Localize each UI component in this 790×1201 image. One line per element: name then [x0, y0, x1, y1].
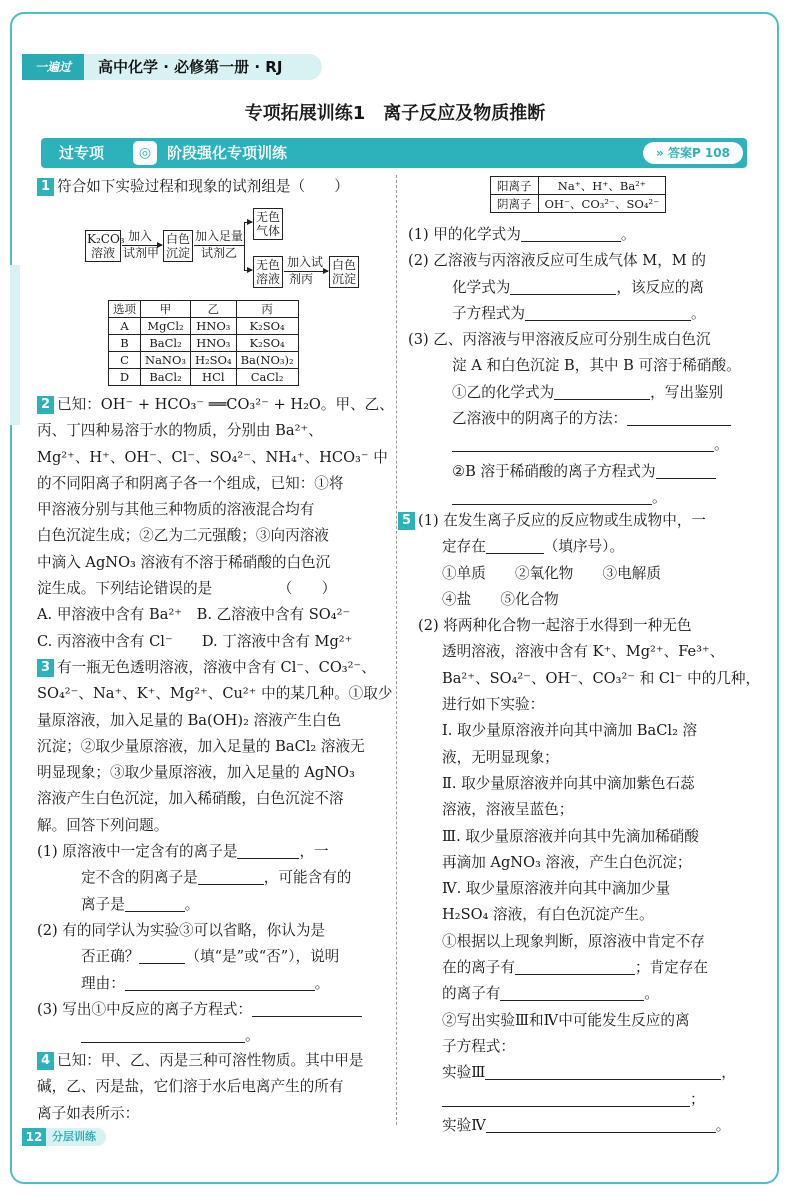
book-title: 高中化学 · 必修第一册 · RJ — [98, 58, 283, 76]
text-line: 再滴加 AgNO₃ 溶液，产生白色沉淀； — [442, 853, 692, 871]
answer-blank[interactable] — [125, 973, 315, 991]
table-row — [109, 335, 299, 352]
question-number: 2 — [37, 396, 54, 414]
answer-blank[interactable] — [81, 1025, 245, 1043]
text: 。 — [245, 1027, 260, 1045]
answer-blank[interactable] — [554, 382, 650, 400]
text: 。 — [184, 895, 200, 913]
text: 。 — [652, 488, 667, 506]
text-line: 已知：OH⁻ + HCO₃⁻ ══CO₃²⁻ + H₂O。甲、乙、 — [57, 396, 394, 413]
section-band — [41, 138, 747, 168]
text: ②B 溶于稀硝酸的离子方程式为 — [452, 462, 656, 480]
diagram-box: 白色 沉淀 — [329, 256, 359, 288]
logo: 一遍过 — [22, 54, 84, 80]
table-cell: 丙 — [236, 301, 298, 318]
table-cell: C — [109, 352, 141, 369]
text-line: (2) 将两种化合物一起溶于水得到一种无色 — [418, 617, 692, 635]
answer-blank[interactable] — [627, 408, 731, 426]
text-line: 进行如下实验： — [442, 696, 545, 714]
question-1 — [37, 174, 385, 200]
table-row — [109, 301, 299, 318]
text-line: SO₄²⁻、Na⁺、K⁺、Mg²⁺、Cu²⁺ 中的某几种。①取少 — [37, 685, 393, 703]
table-cell: HNO₃ — [191, 318, 237, 335]
text: ；肯定存在 — [634, 959, 708, 977]
text-line: 丙、丁四种易溶于水的物质，分别由 Ba²⁺、 — [37, 422, 323, 440]
answer-blank[interactable] — [510, 277, 616, 295]
diagram-box: 无色 溶液 — [253, 256, 283, 288]
answer-blank[interactable] — [198, 867, 264, 885]
answer-blank[interactable] — [500, 983, 644, 1001]
text-line: 已知：甲、乙、丙是三种可溶性物质。其中甲是 — [57, 1052, 364, 1069]
table-cell: 甲 — [141, 301, 191, 318]
table-cell: NaNO₃ — [141, 352, 191, 369]
footer-bar — [22, 1128, 106, 1146]
table-cell: 选项 — [109, 301, 141, 318]
text: 。 — [644, 985, 659, 1003]
text-line: Ⅰ. 取少量原溶液并向其中滴加 BaCl₂ 溶 — [442, 722, 698, 740]
diagram-box: K₂CO₃ 溶液 — [87, 232, 125, 260]
text-line: ①根据以上现象判断，原溶液中肯定不存 — [442, 932, 705, 950]
answer-blank[interactable] — [252, 999, 362, 1017]
table-cell: HCl — [191, 369, 237, 386]
side-tab — [10, 265, 20, 425]
table-cell: B — [109, 335, 141, 352]
text: 。 — [314, 974, 330, 992]
arrow-label: 加入 — [128, 229, 153, 243]
text: 在的离子有 — [442, 959, 515, 977]
question-number: 5 — [398, 512, 415, 530]
table-cell: BaCl₂ — [141, 369, 191, 386]
question-3 — [37, 655, 393, 1049]
arrow-label: 加入足量 — [195, 229, 244, 243]
text: 实验Ⅳ — [442, 1116, 486, 1134]
table-cell: H₂SO₄ — [191, 352, 237, 369]
text: ，该反应的离 — [616, 278, 704, 296]
text: (1) 在发生离子反应的反应物或生成物中，一 — [418, 512, 707, 529]
answer-blank[interactable] — [521, 224, 621, 242]
options-line: ①单质 ②氧化物 ③电解质 — [442, 564, 661, 582]
answer-blank[interactable] — [525, 303, 691, 321]
table-row — [109, 318, 299, 335]
table-cell: K₂SO₄ — [236, 318, 298, 335]
arrow-label: 加入试 — [287, 255, 324, 269]
text: ； — [690, 1090, 705, 1108]
experiment-diagram — [85, 206, 365, 296]
table-cell: 阴离子 — [491, 195, 539, 213]
question-stem: 符合如下实验过程和现象的试剂组是（ ） — [57, 178, 349, 195]
answer-blank[interactable] — [139, 946, 185, 964]
text: (3) 写出①中反应的离子方程式： — [37, 1000, 253, 1018]
answer-blank[interactable] — [515, 957, 635, 975]
text: 。 — [715, 1116, 731, 1134]
table-cell: OH⁻、CO₃²⁻、SO₄²⁻ — [538, 195, 666, 213]
text: 定不含的阴离子是 — [81, 869, 198, 887]
question-4-parts — [408, 222, 748, 511]
answer-blank[interactable] — [237, 841, 299, 859]
text: 定存在 — [442, 538, 486, 556]
text-line: 白色沉淀生成；②乙为二元强酸；③向丙溶液 — [37, 527, 329, 545]
table-cell: D — [109, 369, 141, 386]
section-subtitle: 阶段强化专项训练 — [167, 144, 288, 162]
text-line: 甲溶液分别与其他三种物质的溶液混合均有 — [37, 501, 315, 519]
answer-blank[interactable] — [125, 894, 185, 912]
option-line: A. 甲溶液中含有 Ba²⁺ B. 乙溶液中含有 SO₄²⁻ — [37, 606, 351, 624]
text-line: 量原溶液，加入足量的 Ba(OH)₂ 溶液产生白色 — [37, 711, 342, 729]
text-line: 明显现象；③取少量原溶液，加入足量的 AgNO₃ — [37, 764, 355, 782]
diagram-box: 无色 气体 — [253, 208, 283, 240]
footer-label: 分层训练 — [52, 1130, 96, 1143]
arrow-label: 试剂乙 — [201, 246, 238, 260]
table-cell: K₂SO₄ — [236, 335, 298, 352]
table-cell: MgCl₂ — [141, 318, 191, 335]
text-line: 透明溶液，溶液中含有 K⁺、Mg²⁺、Fe³⁺、 — [442, 643, 725, 661]
text-line: Ⅲ. 取少量原溶液并向其中先滴加稀硝酸 — [442, 827, 699, 845]
question-number: 3 — [37, 659, 54, 677]
question-number: 4 — [37, 1052, 54, 1070]
arrow-label: 剂丙 — [289, 272, 314, 286]
answer-blank[interactable] — [452, 487, 652, 505]
answer-blank[interactable] — [485, 1062, 721, 1080]
text: 离子是 — [81, 895, 125, 913]
column-divider — [396, 175, 397, 1125]
text-line: (3) 乙、丙溶液与甲溶液反应可分别生成白色沉 — [408, 331, 711, 349]
option-line: C. 丙溶液中含有 Cl⁻ D. 丁溶液中含有 Mg²⁺ — [37, 632, 353, 650]
text: 实验Ⅲ — [442, 1064, 486, 1082]
text-line: 的不同阳离子和阴离子各一个组成，已知：①将 — [37, 474, 344, 492]
text-line: Ⅳ. 取少量原溶液并向其中滴加少量 — [442, 880, 671, 898]
text: ，可能含有的 — [263, 869, 352, 887]
text: 。 — [690, 304, 706, 322]
text-line: Ⅱ. 取少量原溶液并向其中滴加紫色石蕊 — [442, 774, 695, 792]
text-line: 淀 A 和白色沉淀 B，其中 B 可溶于稀硝酸。 — [452, 357, 741, 375]
text: 子方程式为 — [452, 304, 525, 322]
answer-blank[interactable] — [486, 536, 544, 554]
branch-line — [244, 222, 245, 270]
text: 否正确？ — [81, 948, 140, 966]
text-line: 溶液产生白色沉淀，加入稀硝酸，白色沉淀不溶 — [37, 790, 344, 808]
question-2 — [37, 392, 394, 655]
arrow-label: 试剂甲 — [123, 246, 160, 260]
arrow — [244, 270, 252, 271]
text: ，一 — [299, 843, 329, 861]
text-line: (2) 乙溶液与丙溶液反应可生成气体 M，M 的 — [408, 252, 706, 270]
text: （填“是”或“否”），说明 — [185, 948, 340, 966]
text-line: Ba²⁺、SO₄²⁻、OH⁻、CO₃²⁻ 和 Cl⁻ 中的几种， — [442, 669, 761, 687]
table-cell: 阳离子 — [491, 177, 539, 195]
question-4 — [37, 1048, 385, 1127]
table-cell: HNO₃ — [191, 335, 237, 352]
text-line: 碱，乙、丙是盐，它们溶于水后电离产生的所有 — [37, 1078, 344, 1096]
table-row — [491, 177, 666, 195]
text-line: 解。回答下列问题。 — [37, 816, 169, 834]
table-cell: 乙 — [191, 301, 237, 318]
table-row — [109, 369, 299, 386]
target-icon: ◎ — [133, 141, 157, 165]
table-row — [491, 195, 666, 213]
page-title: 专项拓展训练1 离子反应及物质推断 — [244, 103, 546, 124]
page-number: 12 — [22, 1128, 46, 1146]
text: 乙溶液中的阴离子的方法： — [452, 410, 628, 428]
text: 。 — [620, 226, 636, 243]
text-line: 有一瓶无色透明溶液，溶液中含有 Cl⁻、CO₃²⁻、 — [57, 659, 376, 676]
table-cell: BaCl₂ — [141, 335, 191, 352]
question-5 — [398, 508, 761, 1139]
text: (1) 原溶液中一定含有的离子是 — [37, 843, 238, 861]
table-cell: Na⁺、H⁺、Ba²⁺ — [538, 177, 666, 195]
text-line: 离子如表所示： — [37, 1104, 140, 1122]
answer-blank[interactable] — [656, 461, 716, 479]
diagram-box: 白色 沉淀 — [163, 230, 193, 262]
answer-link[interactable]: » 答案P 108 — [643, 142, 743, 164]
text: 的离子有 — [442, 985, 501, 1003]
section-label: 过专项 — [59, 144, 105, 162]
answer-blank[interactable] — [486, 1115, 716, 1133]
text-line: 溶液，溶液呈蓝色； — [442, 801, 574, 819]
text-line: H₂SO₄ 溶液，有白色沉淀产生。 — [442, 906, 654, 924]
arrow — [244, 222, 252, 223]
text-line: 子方程式： — [442, 1037, 515, 1055]
text: 。 — [714, 436, 729, 454]
text: （填序号）。 — [543, 538, 625, 556]
text: 理由： — [81, 974, 125, 992]
text-line: 沉淀；②取少量原溶液，加入足量的 BaCl₂ 溶液无 — [37, 737, 365, 755]
text-line: 液，无明显现象； — [442, 748, 559, 766]
table-cell: Ba(NO₃)₂ — [236, 352, 298, 369]
ion-table — [490, 176, 666, 213]
answer-blank[interactable] — [442, 1089, 690, 1107]
text: 化学式为 — [452, 278, 511, 296]
text-line: 淀生成。下列结论错误的是 （ ） — [37, 580, 337, 598]
text-line: Mg²⁺、H⁺、OH⁻、Cl⁻、SO₄²⁻、NH₄⁺、HCO₃⁻ 中 — [37, 448, 388, 466]
text: ， — [721, 1064, 736, 1082]
text-line: (2) 有的同学认为实验③可以省略，你认为是 — [37, 921, 326, 939]
reagent-table — [108, 300, 299, 386]
table-cell: A — [109, 318, 141, 335]
table-row — [109, 352, 299, 369]
question-number: 1 — [37, 178, 54, 196]
text-line: ②写出实验Ⅲ和Ⅳ中可能发生反应的离 — [442, 1011, 690, 1029]
text: ，写出鉴别 — [650, 383, 724, 401]
text: ①乙的化学式为 — [452, 383, 555, 401]
answer-blank[interactable] — [452, 434, 714, 452]
text-line: 中滴入 AgNO₃ 溶液有不溶于稀硝酸的白色沉 — [37, 553, 331, 571]
table-cell: CaCl₂ — [236, 369, 298, 386]
text: (1) 甲的化学式为 — [408, 226, 521, 243]
options-line: ④盐 ⑤化合物 — [442, 590, 559, 608]
